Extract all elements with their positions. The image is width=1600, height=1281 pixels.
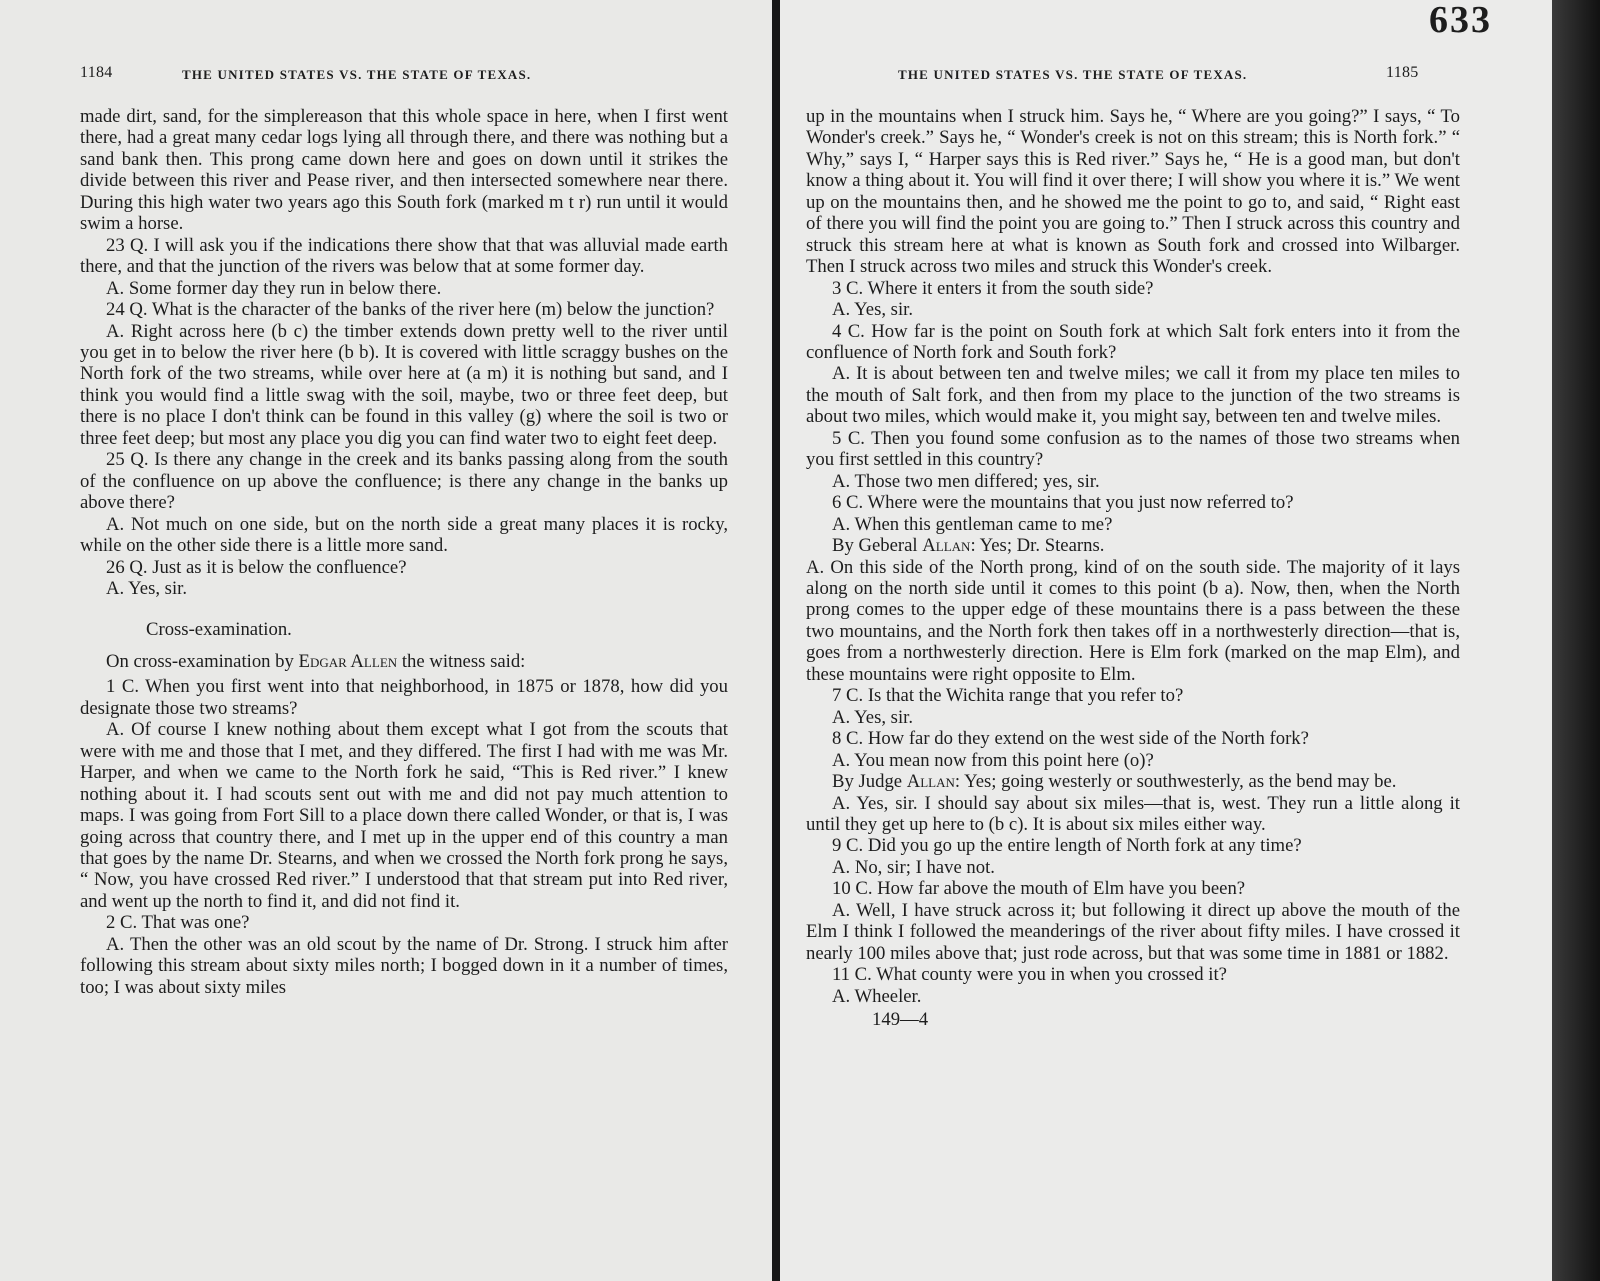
book-edge bbox=[1552, 0, 1600, 1281]
left-page bbox=[0, 0, 772, 1281]
book-gutter bbox=[772, 0, 780, 1281]
testimony-paragraph: A. Yes, sir. bbox=[106, 577, 188, 599]
testimony-paragraph: A. It is about between ten and twelve miles; we call it from my place ten miles to the mouth of Salt fork, and then from my place to the junction of the two streams is about two miles, which would make it, you might say, between ten and twelve miles. bbox=[806, 363, 1460, 428]
testimony-paragraph: 26 Q. Just as it is below the confluence? bbox=[106, 556, 407, 578]
testimony-paragraph: A. On this side of the North prong, kind of on the south side. The majority of it lays along on the north side until it comes to this point (b a). Now, then, when the North prong comes to the upper edge of these mountains there is a pass between the these two mountains, and the North fork then takes off in a northwesterly direction—that is, goes from a northwesterly direction. Here is Elm fork (marked on the map Elm), and these mountains were right opposite to Elm. bbox=[806, 556, 1460, 685]
cross-intro: On cross-examination by Edgar Allen the witness said: bbox=[106, 650, 526, 672]
testimony-paragraph: 2 C. That was one? bbox=[106, 912, 250, 934]
testimony-paragraph: 4 C. How far is the point on South fork at which Salt fork enters into it from the confluence of North fork and South fork? bbox=[806, 320, 1460, 363]
testimony-paragraph: up in the mountains when I struck him. Says he, “ Where are you going?” I says, “ To Wonder's creek.” Says he, “ Wonder's creek is not on this stream; this is North fork.” “ Why,” says I, “ Harper says this is Red river.” Says he, “ He is a good man, but don't know a thing about it. You will find it over there; I will show you where it is.” We went up on the mountains then, and he showed me the point to go to, and said, “ Right east of there you will find the point you are going to.” Then I struck across this country and struck this stream here at what is known as South fork and crossed into Wilbarger. Then I struck across two miles and struck this Wonder's creek. bbox=[806, 106, 1460, 278]
testimony-paragraph: 11 C. What county were you in when you crossed it? bbox=[832, 964, 1227, 986]
testimony-paragraph: A. Some former day they run in below there. bbox=[106, 277, 442, 299]
testimony-paragraph: 23 Q. I will ask you if the indications there show that that was alluvial made earth there, and that the junction of the rivers was below that at some former day. bbox=[80, 234, 728, 278]
signature-mark: 149—4 bbox=[872, 1009, 929, 1031]
examiner-name: Edgar Allen bbox=[298, 650, 398, 672]
testimony-paragraph: A. Right across here (b c) the timber extends down pretty well to the river until you get in to below the river here (b b). It is covered with little scraggy bushes on the North fork of the two streams, while over here at (a m) it is nothing but sand, and I think you would find a little swag with the soil, maybe, two or three feet deep, but there is no place I don't think can be found in this valley (g) where the soil is two or three feet deep; but most any place you dig you can find water two to eight feet deep. bbox=[80, 320, 728, 449]
by-general-allan: By Geberal Allan: Yes; Dr. Stearns. bbox=[832, 535, 1105, 557]
testimony-paragraph: A. Yes, sir. I should say about six miles—that is, west. They run a little along it until they get up here to (b c). It is about six miles either way. bbox=[806, 792, 1460, 835]
by-judge-allan: By Judge Allan: Yes; going westerly or southwesterly, as the bend may be. bbox=[832, 771, 1397, 793]
testimony-paragraph: 7 C. Is that the Wichita range that you refer to? bbox=[832, 685, 1184, 707]
left-page-number: 1184 bbox=[80, 64, 113, 81]
testimony-paragraph: A. Yes, sir. bbox=[832, 706, 914, 728]
testimony-paragraph: 10 C. How far above the mouth of Elm have you been? bbox=[832, 878, 1246, 900]
testimony-paragraph: 6 C. Where were the mountains that you just now referred to? bbox=[832, 492, 1294, 514]
testimony-paragraph: 1 C. When you first went into that neighborhood, in 1875 or 1878, how did you designate those two streams? bbox=[80, 676, 728, 719]
testimony-paragraph: 9 C. Did you go up the entire length of North fork at any time? bbox=[832, 835, 1302, 857]
right-page bbox=[780, 0, 1552, 1281]
testimony-paragraph: A. Of course I knew nothing about them except what I got from the scouts that were with me and those that I met, and they differed. The first I had with me was Mr. Harper, and when we came to the North fork he said, “This is Red river.” I knew nothing about it. I had scouts sent out with me and did not pay much attention to maps. I was going from Fort Sill to a place down there called Wonder, or that is, I was going across that country there, and I met up in the upper end of this country a man that goes by the name Dr. Stearns, and when we crossed the North fork prong he says, “ Now, you have crossed Red river.” I understood that that stream put into Red river, and went up the north to find it, and did not find it. bbox=[80, 719, 728, 912]
testimony-paragraph: A. Then the other was an old scout by the name of Dr. Strong. I struck him after following this stream about sixty miles north; I bogged down in it a number of times, too; I was about sixty miles bbox=[80, 933, 728, 998]
testimony-paragraph: 3 C. Where it enters it from the south side? bbox=[832, 277, 1154, 299]
right-body-text bbox=[806, 106, 1460, 1030]
testimony-paragraph: A. You mean now from this point here (o)? bbox=[832, 749, 1154, 771]
testimony-paragraph: A. No, sir; I have not. bbox=[832, 856, 995, 878]
left-running-head: THE UNITED STATES VS. THE STATE OF TEXAS. bbox=[182, 67, 532, 82]
archive-stamp-number: 633 bbox=[1429, 0, 1492, 41]
right-running-head: THE UNITED STATES VS. THE STATE OF TEXAS. bbox=[898, 67, 1248, 82]
testimony-paragraph: 24 Q. What is the character of the banks of the river here (m) below the junction? bbox=[106, 299, 715, 321]
testimony-paragraph: 25 Q. Is there any change in the creek and its banks passing along from the south of the confluence on up above the confluence; is there any change in the banks up above there? bbox=[80, 449, 728, 514]
testimony-paragraph: made dirt, sand, for the simplereason that this whole space in here, when I first went there, had a great many cedar logs lying all through there, and there was nothing but a sand bank then. This prong came down here and goes on down until it strikes the divide between this river and Pease river, and then intersected somewhere near there. During this high water two years ago this South fork (marked m t r) run until it would swim a horse. bbox=[80, 106, 728, 235]
left-body-text bbox=[80, 106, 728, 998]
testimony-paragraph: A. Wheeler. bbox=[832, 985, 922, 1007]
cross-examination-heading: Cross-examination. bbox=[146, 619, 292, 641]
testimony-paragraph: A. Not much on one side, but on the north side a great many places it is rocky, while on the other side there is a little more sand. bbox=[80, 513, 728, 557]
testimony-paragraph: A. Well, I have struck across it; but following it direct up above the mouth of the Elm I think I followed the meanderings of the river about fifty miles. I have crossed it nearly 100 miles above that; just rode across, but that was some time in 1881 or 1882. bbox=[806, 899, 1460, 964]
testimony-paragraph: A. Those two men differed; yes, sir. bbox=[832, 470, 1100, 492]
right-page-number: 1185 bbox=[1386, 64, 1419, 81]
testimony-paragraph: A. When this gentleman came to me? bbox=[832, 513, 1113, 535]
testimony-paragraph: 8 C. How far do they extend on the west side of the North fork? bbox=[832, 728, 1309, 750]
testimony-paragraph: 5 C. Then you found some confusion as to the names of those two streams when you first settled in this country? bbox=[806, 427, 1460, 471]
testimony-paragraph: A. Yes, sir. bbox=[832, 299, 914, 321]
